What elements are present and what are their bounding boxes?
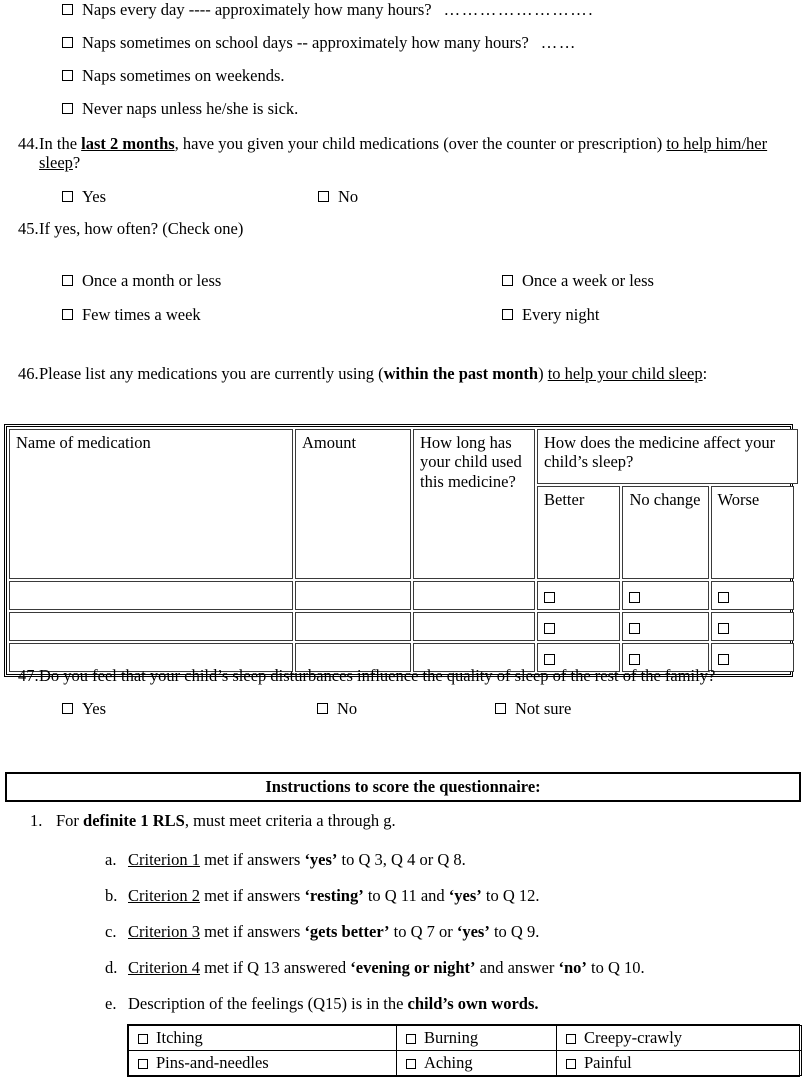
dotted-fill-line: ……………………. [443, 0, 595, 19]
criterion-bold1: ‘resting’ [304, 886, 364, 905]
nap-option-label: Never naps unless he/she is sick. [82, 99, 299, 118]
cell-effect-group [537, 612, 798, 641]
checkbox-q47-yes[interactable] [62, 703, 73, 714]
question-number: 46. [18, 364, 39, 383]
checkbox-better[interactable] [544, 654, 555, 665]
criterion-label: Criterion 2 [128, 886, 200, 905]
subheader-no-change: No change [622, 486, 708, 579]
subheader-worse: Worse [711, 486, 795, 579]
criterion-bold2: ‘no’ [558, 958, 587, 977]
option-yes[interactable] [62, 187, 318, 206]
criterion-label: Criterion 1 [128, 850, 200, 869]
checkbox-itching[interactable] [138, 1034, 148, 1044]
feeling-label: Burning [424, 1028, 479, 1048]
criterion-part2: to Q 11 and [363, 886, 449, 905]
checkbox-aching[interactable] [406, 1059, 416, 1069]
checkbox-few-times-a-week[interactable] [62, 309, 73, 320]
header-how-affects-sleep: How does the medicine affect your child’s sleep? [537, 429, 798, 484]
nap-option-label: Naps sometimes on weekends. [82, 66, 285, 85]
checkbox-nap-weekends[interactable] [62, 70, 73, 81]
feelings-descriptor-table [127, 1024, 800, 1077]
cell-duration[interactable] [413, 581, 535, 610]
question-text [39, 134, 806, 173]
list-item[interactable] [0, 66, 806, 99]
feeling-label: Itching [156, 1028, 203, 1048]
criterion-letter: a. [105, 850, 117, 869]
option-label: Once a month or less [82, 271, 222, 290]
criterion-part1: met if answers [199, 850, 305, 869]
option-label: No [338, 186, 359, 206]
checkbox-nap-school-days[interactable] [62, 37, 73, 48]
criterion-part2: to Q 3, Q 4 or Q 8. [337, 850, 466, 869]
option-label: Yes [82, 699, 107, 719]
q44-emphasis-help-sleep: to help him/her sleep [39, 134, 768, 173]
checkbox-once-a-month-or-less[interactable] [62, 275, 73, 286]
q46-emphasis-help-child-sleep: to help your child sleep [547, 364, 703, 383]
feeling-label: Pins-and-needles [156, 1053, 269, 1073]
checkbox-worse[interactable] [718, 654, 729, 665]
option-label: Not sure [515, 699, 572, 719]
instruction-text [56, 811, 806, 830]
option-label: Yes [82, 186, 107, 206]
checkbox-better[interactable] [544, 592, 555, 603]
cell-medication-name[interactable] [9, 581, 293, 610]
criteria-list [0, 850, 806, 1030]
header-amount: Amount [295, 429, 411, 579]
option-label: Few times a week [82, 305, 201, 324]
criterion-letter: d. [105, 958, 118, 977]
checkbox-burning[interactable] [406, 1034, 416, 1044]
medication-table [4, 424, 793, 677]
criterion-c [0, 922, 806, 958]
cell-effect-group [537, 581, 798, 610]
checkbox-once-a-week-or-less[interactable] [502, 275, 513, 286]
q44-text-part2: , have you given your child medications (over the counter or prescription) [174, 134, 667, 153]
cell-worse[interactable] [711, 581, 795, 610]
criterion-text [128, 850, 806, 869]
feeling-label: Creepy-crawly [584, 1028, 683, 1048]
instruction-item-1 [0, 811, 806, 830]
checkbox-worse[interactable] [718, 592, 729, 603]
option-once-a-month-or-less[interactable] [62, 271, 502, 305]
checkbox-nap-every-day[interactable] [62, 4, 73, 15]
cell-better[interactable] [537, 581, 620, 610]
question-45 [0, 219, 806, 238]
table-row[interactable] [9, 612, 798, 641]
criterion-letter: b. [105, 886, 118, 905]
instruction-number: 1. [30, 811, 43, 830]
list-item[interactable] [0, 99, 806, 132]
criterion-bold1: child’s own words. [407, 994, 539, 1013]
option-label: Every night [522, 305, 600, 324]
criterion-bold1: ‘evening or night’ [350, 958, 476, 977]
header-how-long-used: How long has your child used this medicine? [413, 429, 535, 579]
q47-options [0, 699, 806, 718]
option-label: Once a week or less [522, 271, 654, 290]
criterion-b [0, 886, 806, 922]
header-name-of-medication: Name of medication [9, 429, 293, 579]
checkbox-worse[interactable] [718, 623, 729, 634]
nap-options-list [0, 0, 806, 132]
subheader-group [537, 486, 798, 579]
q44-text-part3: ? [72, 153, 81, 173]
q46-emphasis-past-month: within the past month [383, 364, 539, 383]
q44-options [0, 187, 806, 206]
q44-emphasis-last-2-months: last 2 months [81, 134, 175, 153]
q46-text-part2: ) [538, 364, 548, 383]
checkbox-no-change[interactable] [629, 654, 640, 665]
criterion-letter: e. [105, 994, 117, 1013]
criterion-bold2: ‘yes’ [456, 922, 490, 941]
criterion-d [0, 958, 806, 994]
option-no[interactable] [317, 699, 495, 718]
cell-worse[interactable] [711, 612, 795, 641]
criterion-part3: to Q 10. [586, 958, 645, 977]
cell-creepy-crawly[interactable] [557, 1026, 802, 1051]
criterion-part3: to Q 9. [489, 922, 540, 941]
checkbox-q47-no[interactable] [317, 703, 328, 714]
criterion-text [128, 922, 806, 941]
criterion-part1: met if answers [199, 886, 305, 905]
cell-medication-name[interactable] [9, 612, 293, 641]
nap-option-label: Naps every day ---- approximately how many hours? [82, 0, 432, 19]
criterion-part2: and answer [475, 958, 559, 977]
question-44 [0, 134, 806, 206]
criterion-label: Criterion 3 [128, 922, 200, 941]
option-no[interactable] [318, 187, 358, 206]
cell-duration[interactable] [413, 612, 535, 641]
checkbox-every-night[interactable] [502, 309, 513, 320]
option-few-times-a-week[interactable] [62, 305, 502, 339]
option-once-a-week-or-less[interactable] [502, 271, 654, 305]
criterion-label: Criterion 4 [128, 958, 200, 977]
criterion-text [128, 994, 806, 1013]
question-46 [0, 364, 806, 383]
subheader-better: Better [537, 486, 620, 579]
checkbox-never-naps[interactable] [62, 103, 73, 114]
table-header-row [9, 429, 798, 484]
criterion-bold1: ‘gets better’ [304, 922, 390, 941]
criterion-bold2: ‘yes’ [448, 886, 482, 905]
cell-itching[interactable] [129, 1026, 397, 1051]
criterion-a [0, 850, 806, 886]
criterion-text [128, 886, 806, 905]
checkbox-no-change[interactable] [629, 592, 640, 603]
criterion-part1: met if Q 13 answered [199, 958, 351, 977]
question-number: 44. [18, 134, 39, 153]
question-number: 47. [18, 666, 39, 685]
question-text: Do you feel that your child’s sleep disturbances influence the quality of sleep of the rest of the family? [39, 666, 716, 685]
question-47 [0, 666, 806, 719]
option-not-sure[interactable] [495, 699, 571, 718]
cell-amount[interactable] [295, 581, 411, 610]
question-number: 45. [18, 219, 39, 238]
feeling-label: Aching [424, 1053, 473, 1073]
cell-better[interactable] [537, 612, 620, 641]
criterion-part1: Description of the feelings (Q15) is in the [128, 994, 408, 1013]
checkbox-q44-yes[interactable] [62, 191, 73, 202]
nap-option-label: Naps sometimes on school days -- approximately how many hours? [82, 33, 529, 52]
checkbox-q44-no[interactable] [318, 191, 329, 202]
option-yes[interactable] [62, 699, 317, 718]
option-label: No [337, 699, 358, 719]
list-item[interactable] [0, 33, 806, 66]
cell-no-change[interactable] [622, 581, 708, 610]
criterion-bold1: ‘yes’ [304, 850, 338, 869]
feeling-label: Painful [584, 1053, 632, 1073]
q46-text-part3: : [702, 364, 708, 383]
checkbox-better[interactable] [544, 623, 555, 634]
cell-amount[interactable] [295, 612, 411, 641]
cell-burning[interactable] [397, 1026, 557, 1051]
instructions-banner-title: Instructions to score the questionnaire: [265, 777, 541, 796]
instruction-emphasis-definite-rls: definite 1 RLS [83, 811, 185, 830]
cell-no-change[interactable] [622, 612, 708, 641]
criterion-part2: to Q 7 or [389, 922, 457, 941]
question-text: If yes, how often? (Check one) [39, 219, 244, 238]
criterion-part1: met if answers [199, 922, 305, 941]
dotted-fill-line: …… [540, 33, 577, 52]
criterion-text [128, 958, 806, 977]
question-text [39, 364, 806, 383]
checkbox-pins-and-needles[interactable] [138, 1059, 148, 1069]
list-item[interactable] [0, 0, 806, 33]
instruction-text-part2: , must meet criteria a through g. [184, 811, 396, 830]
checkbox-q47-not-sure[interactable] [495, 703, 506, 714]
instructions-banner [5, 772, 801, 802]
checkbox-no-change[interactable] [629, 623, 640, 634]
table-row[interactable] [129, 1026, 802, 1051]
instruction-text-part1: For [56, 811, 84, 830]
table-row[interactable] [9, 581, 798, 610]
criterion-part3: to Q 12. [481, 886, 540, 905]
checkbox-painful[interactable] [566, 1059, 576, 1069]
q46-text-part1: Please list any medications you are currently using ( [39, 364, 384, 383]
q44-text-part1: In the [39, 134, 82, 153]
checkbox-creepy-crawly[interactable] [566, 1034, 576, 1044]
q45-options [0, 271, 806, 339]
criterion-letter: c. [105, 922, 117, 941]
option-every-night[interactable] [502, 305, 599, 339]
